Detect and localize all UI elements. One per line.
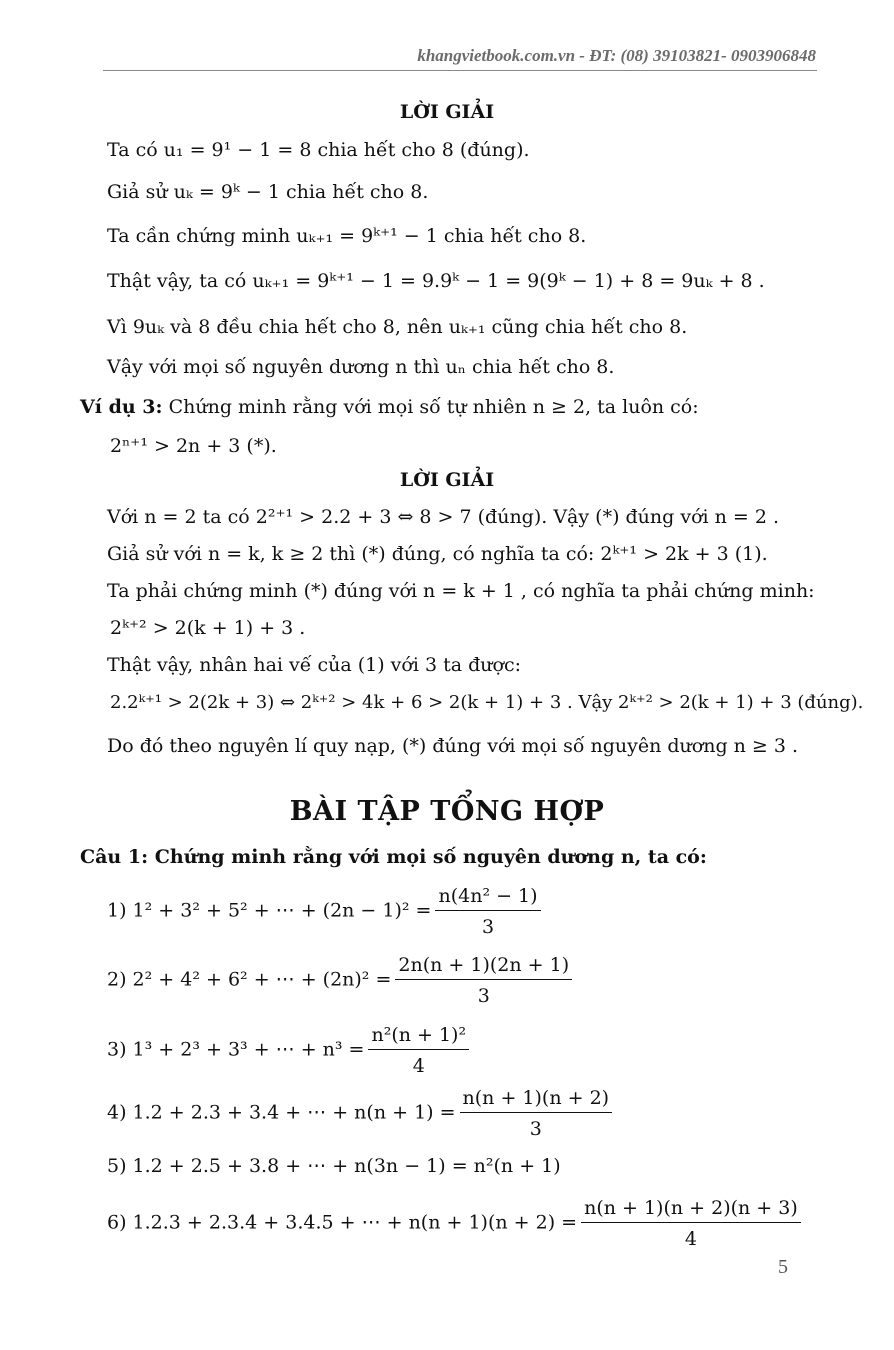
- numerator: n²(n + 1)²: [368, 1023, 469, 1050]
- denominator: 4: [684, 1228, 697, 1250]
- text-line: Ta phải chứng minh (*) đúng với n = k + 1 , có nghĩa ta phải chứng minh:: [107, 580, 815, 602]
- numerator: n(4n² − 1): [435, 884, 540, 911]
- fraction: [460, 1086, 613, 1141]
- fraction: [368, 1023, 469, 1078]
- page-header: khangvietbook.com.vn - ĐT: (08) 39103821- 0903906848: [417, 46, 816, 65]
- formula-lhs: 4) 1.2 + 2.3 + 3.4 + ⋯ + n(n + 1) =: [107, 1101, 456, 1124]
- text-line: Thật vậy, nhân hai vế của (1) với 3 ta được:: [107, 654, 521, 676]
- denominator: 3: [481, 916, 495, 938]
- text-line: Với n = 2 ta có 2²⁺¹ > 2.2 + 3 ⇔ 8 > 7 (đúng). Vậy (*) đúng với n = 2 .: [107, 506, 780, 528]
- fraction: [435, 884, 540, 939]
- text-line: Giả sử uₖ = 9ᵏ − 1 chia hết cho 8.: [107, 181, 429, 203]
- text-line: 2.2ᵏ⁺¹ > 2(2k + 3) ⇔ 2ᵏ⁺² > 4k + 6 > 2(k + 1) + 3 . Vậy 2ᵏ⁺² > 2(k + 1) + 3 (đúng).: [110, 692, 864, 713]
- text-line: 2ᵏ⁺² > 2(k + 1) + 3 .: [110, 617, 306, 639]
- denominator: 3: [529, 1118, 542, 1140]
- fraction: [395, 953, 572, 1008]
- denominator: 3: [477, 985, 490, 1007]
- formula-lhs: 3) 1³ + 2³ + 3³ + ⋯ + n³ =: [107, 1038, 365, 1061]
- formula-item: [107, 1154, 561, 1178]
- formula-lhs: 6) 1.2.3 + 2.3.4 + 3.4.5 + ⋯ + n(n + 1)(n + 2) =: [107, 1211, 578, 1234]
- section-title: BÀI TẬP TỔNG HỢP: [289, 796, 605, 827]
- text-line: Thật vậy, ta có uₖ₊₁ = 9ᵏ⁺¹ − 1 = 9.9ᵏ − 1 = 9(9ᵏ − 1) + 8 = 9uₖ + 8 .: [107, 270, 765, 292]
- example-label: Ví dụ 3:: [80, 396, 163, 418]
- formula-lhs: 1) 1² + 3² + 5² + ⋯ + (2n − 1)² =: [107, 899, 432, 922]
- formula-lhs: 2) 2² + 4² + 6² + ⋯ + (2n)² =: [107, 968, 392, 991]
- formula-item: [107, 953, 572, 1008]
- text-line: Giả sử với n = k, k ≥ 2 thì (*) đúng, có nghĩa ta có: 2ᵏ⁺¹ > 2k + 3 (1).: [107, 543, 768, 565]
- formula-lhs: 5) 1.2 + 2.5 + 3.8 + ⋯ + n(3n − 1) = n²(n + 1): [107, 1155, 561, 1177]
- formula-item: [107, 884, 541, 939]
- text-line: Vậy với mọi số nguyên dương n thì uₙ chia hết cho 8.: [107, 356, 615, 378]
- text-line: Do đó theo nguyên lí quy nạp, (*) đúng với mọi số nguyên dương n ≥ 3 .: [107, 735, 799, 757]
- example-text: Chứng minh rằng với mọi số tự nhiên n ≥ 2, ta luôn có:: [162, 396, 699, 418]
- page-number: 5: [778, 1256, 788, 1278]
- formula-item: [107, 1196, 801, 1251]
- header-divider: [103, 70, 817, 71]
- formula-item: [107, 1086, 612, 1141]
- text-line: Ta cần chứng minh uₖ₊₁ = 9ᵏ⁺¹ − 1 chia hết cho 8.: [107, 225, 587, 247]
- denominator: 4: [412, 1055, 425, 1077]
- solution-title: LỜI GIẢI: [399, 469, 495, 491]
- solution-title: LỜI GIẢI: [399, 101, 495, 123]
- numerator: n(n + 1)(n + 2): [460, 1086, 613, 1113]
- text-line: Ta có u₁ = 9¹ − 1 = 8 chia hết cho 8 (đúng).: [107, 139, 530, 161]
- text-line: Vì 9uₖ và 8 đều chia hết cho 8, nên uₖ₊₁ cũng chia hết cho 8.: [107, 316, 688, 338]
- question-1: Câu 1: Chứng minh rằng với mọi số nguyên dương n, ta có:: [80, 846, 707, 868]
- numerator: n(n + 1)(n + 2)(n + 3): [581, 1196, 801, 1223]
- numerator: 2n(n + 1)(2n + 1): [395, 953, 572, 980]
- fraction: [581, 1196, 801, 1251]
- example-heading: [80, 395, 699, 419]
- example-formula: 2ⁿ⁺¹ > 2n + 3 (*).: [110, 435, 277, 457]
- formula-item: [107, 1023, 469, 1078]
